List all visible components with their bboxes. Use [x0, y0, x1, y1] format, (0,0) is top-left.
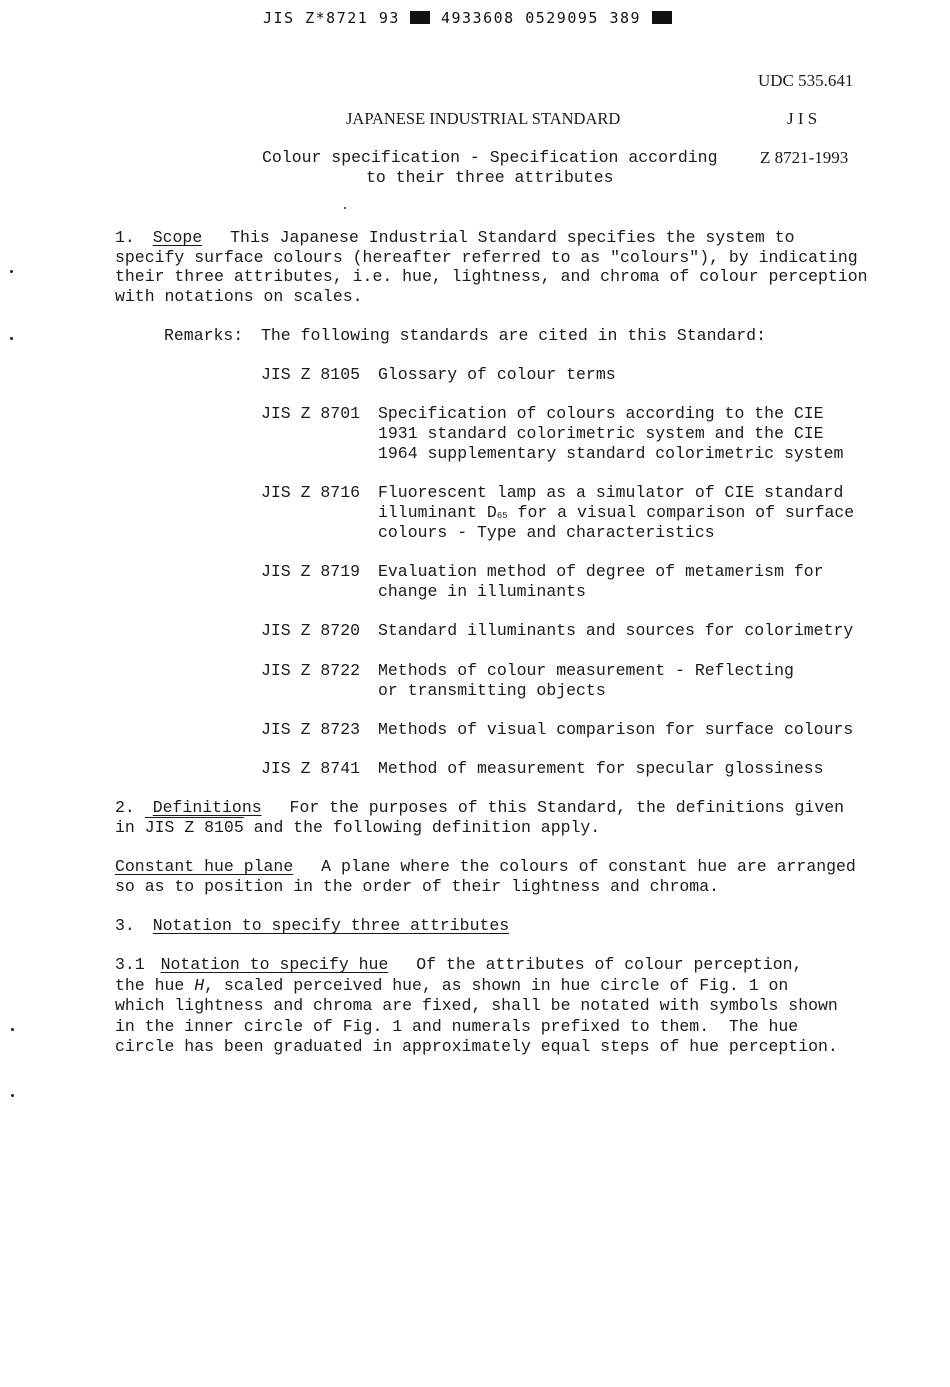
cited-standard-code: JIS Z 8722 — [261, 661, 361, 680]
cited-standard-code: JIS Z 8105 — [261, 365, 361, 384]
cited-standard-code: JIS Z 8716 — [261, 483, 361, 502]
section-3-1-text-line-1: Of the attributes of colour perception, — [416, 955, 803, 974]
cited-standard-title: 1931 standard colorimetric system and the CIE — [378, 424, 824, 443]
scan-speck — [10, 270, 13, 273]
cited-standard-code: JIS Z 8701 — [261, 404, 361, 423]
section-2-text-line-2 — [115, 818, 600, 838]
document-header-code — [263, 9, 672, 27]
scan-speck — [11, 1028, 14, 1031]
section-3-1-text-line-4: in the inner circle of Fig. 1 and numerals prefixed to them. The hue — [115, 1017, 799, 1036]
standard-number: Z 8721-1993 — [760, 148, 849, 167]
section-3-number: 3. — [115, 916, 135, 935]
scan-speck — [344, 207, 346, 209]
definition-first-line — [115, 857, 856, 877]
cited-standard-title: or transmitting objects — [378, 681, 606, 700]
cited-standard-title: Evaluation method of degree of metamerism for — [378, 562, 824, 581]
barcode-block-icon — [410, 11, 430, 24]
section-1-number: 1. — [115, 228, 135, 247]
scan-speck — [10, 337, 13, 340]
scan-speck — [11, 1094, 14, 1097]
title-line-1: Colour specification - Specification according — [262, 148, 718, 167]
cited-standard-code: JIS Z 8723 — [261, 720, 361, 739]
cited-standard-title: colours - Type and characteristics — [378, 523, 715, 542]
section-3-1-first-line — [115, 955, 802, 975]
section-2-text-line-1: For the purposes of this Standard, the definitions given — [289, 798, 845, 817]
cited-standard-title: Method of measurement for specular glossiness — [378, 759, 824, 778]
jis-mark: J I S — [787, 109, 818, 128]
remarks-label: Remarks: — [164, 326, 244, 345]
section-2-text-post: and the following definition apply. — [243, 818, 601, 837]
section-3-1-text-line-5: circle has been graduated in approximately equal steps of hue perception. — [115, 1037, 838, 1056]
cited-standard-code: JIS Z 8741 — [261, 759, 361, 778]
cited-standard-title: 1964 supplementary standard colorimetric system — [378, 444, 844, 463]
cited-standard-title: Methods of visual comparison for surface colours — [378, 720, 854, 739]
section-3-1-text-line-2 — [115, 976, 788, 996]
definition-text-line-2: so as to position in the order of their lightness and chroma. — [115, 877, 719, 896]
illuminant-subscript: 65 — [496, 511, 508, 521]
header-code: JIS Z*8721 93 — [263, 9, 400, 27]
cited-standard-title: Fluorescent lamp as a simulator of CIE standard — [378, 483, 844, 502]
section-2-number: 2. — [115, 798, 135, 817]
cited-standard-code: JIS Z 8719 — [261, 562, 361, 581]
section-1-text-line-1: This Japanese Industrial Standard specifies the system to — [230, 228, 795, 247]
illuminant-text: illuminant D — [378, 503, 497, 522]
definition-term: Constant hue plane — [115, 857, 294, 876]
cited-standard-title: Standard illuminants and sources for colorimetry — [378, 621, 854, 640]
section-2-first-line — [115, 798, 844, 818]
section-1-heading: Scope — [152, 228, 203, 247]
hue-text-pre: the hue — [115, 976, 195, 995]
section-2-text-pre: in — [115, 818, 145, 837]
header-barcode-3: 389 — [609, 9, 642, 27]
section-1-text-line-4: with notations on scales. — [115, 287, 363, 306]
cited-standard-title: Methods of colour measurement - Reflecting — [378, 661, 794, 680]
section-3-heading: Notation to specify three attributes — [152, 916, 510, 935]
cited-standard-title: Specification of colours according to the CIE — [378, 404, 824, 423]
section-2-heading: Definitions — [152, 798, 262, 817]
section-3-1-number: 3.1 — [115, 955, 145, 974]
definition-text-line-1: A plane where the colours of constant hue are arranged — [321, 857, 856, 876]
remarks-intro: The following standards are cited in this Standard: — [261, 326, 766, 345]
cited-standard-code: JIS Z 8720 — [261, 621, 361, 640]
section-3-heading-line — [115, 916, 509, 936]
header-barcode-2: 0529095 — [525, 9, 599, 27]
section-2-reference: JIS Z 8105 — [144, 818, 244, 837]
cited-standard-title: Glossary of colour terms — [378, 365, 616, 384]
illuminant-text-rest: for a visual comparison of surface — [507, 503, 855, 522]
section-3-1-text-line-3: which lightness and chroma are fixed, shall be notated with symbols shown — [115, 996, 838, 1015]
section-1-text-line-3: their three attributes, i.e. hue, lightness, and chroma of colour perception — [115, 267, 868, 286]
section-3-1-heading: Notation to specify hue — [160, 955, 389, 974]
udc-number: UDC 535.641 — [758, 71, 854, 90]
standard-name: JAPANESE INDUSTRIAL STANDARD — [346, 109, 621, 128]
cited-standard-title: change in illuminants — [378, 582, 586, 601]
hue-text-post: , scaled perceived hue, as shown in hue circle of Fig. 1 on — [204, 976, 789, 995]
hue-symbol: H — [194, 976, 205, 995]
header-barcode-1: 4933608 — [440, 9, 515, 27]
section-1-text-line-2: specify surface colours (hereafter referred to as "colours"), by indicating — [115, 248, 858, 267]
barcode-block-icon — [652, 11, 672, 24]
section-1-first-line — [115, 228, 795, 248]
title-line-2: to their three attributes — [366, 168, 614, 187]
